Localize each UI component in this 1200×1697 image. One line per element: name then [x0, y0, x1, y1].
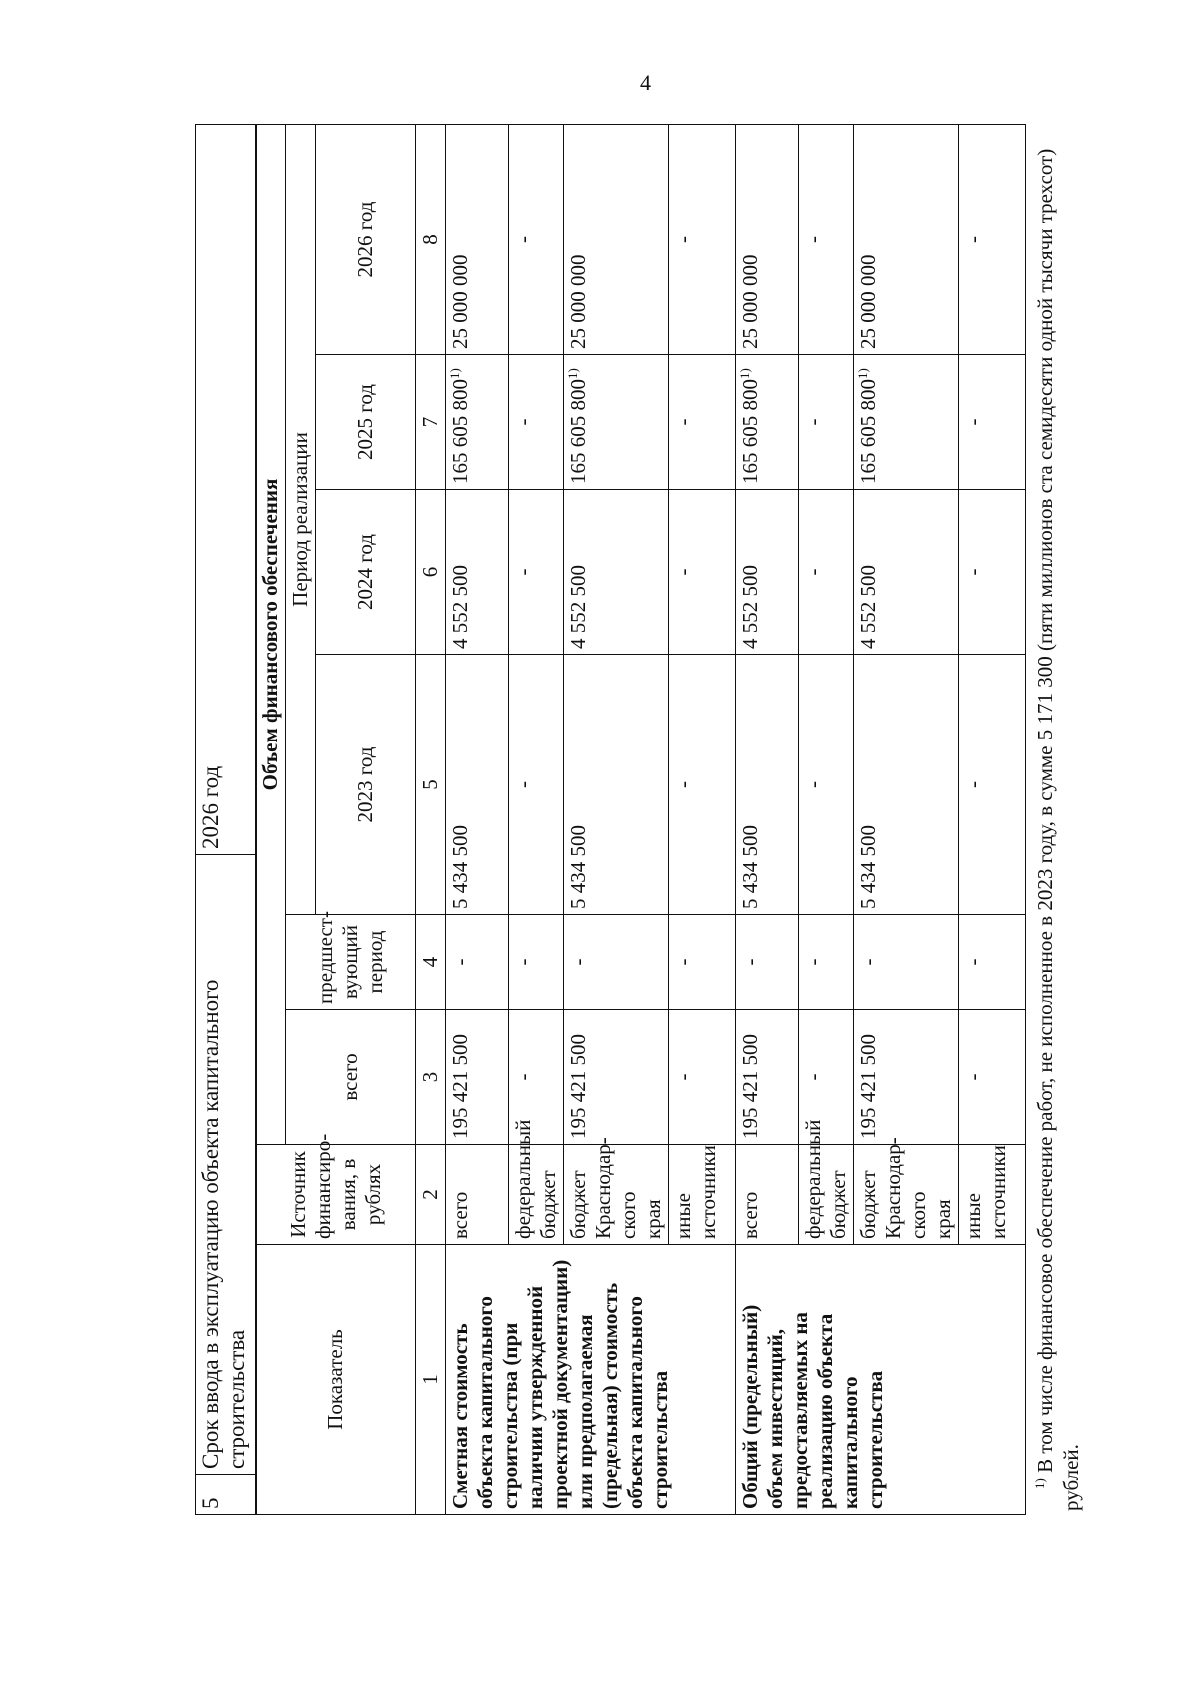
- total-cell: [446, 1010, 509, 1145]
- footnote-mark: 1): [1032, 1478, 1048, 1489]
- source-cell: иные источники: [959, 1145, 1026, 1245]
- footnote-ref: 1): [855, 368, 871, 379]
- header-year: 2026 год: [316, 125, 416, 355]
- cell-value: 4 552 500: [738, 565, 763, 649]
- year-2025-cell: [854, 355, 959, 490]
- source-cell: бюджет Краснодар-ского края: [564, 1145, 669, 1245]
- year-2026-cell: [669, 125, 736, 355]
- cell-value: -: [961, 1073, 986, 1081]
- cell-value: 5 434 500: [448, 825, 473, 909]
- year-2026-cell: [959, 125, 1026, 355]
- total-cell: [736, 1010, 799, 1145]
- year-2024-cell: [564, 490, 669, 655]
- total-cell: [959, 1010, 1026, 1145]
- year-2023-cell: [736, 655, 799, 915]
- cell-value: 25 000 000: [566, 254, 591, 349]
- cell-value: 195 421 500: [738, 1034, 763, 1139]
- cell-value: 165 605 800: [448, 379, 473, 484]
- table-row: [446, 125, 509, 1515]
- year-2024-cell: [959, 490, 1026, 655]
- year-2025-cell: [959, 355, 1026, 490]
- source-cell: федеральный бюджет: [799, 1145, 854, 1245]
- year-2023-cell: [446, 655, 509, 915]
- previous-period-cell: [799, 915, 854, 1010]
- cell-value: 4 552 500: [566, 565, 591, 649]
- header-previous: предшест-вующий период: [286, 915, 416, 1010]
- cell-value: 165 605 800: [566, 379, 591, 484]
- footnote-ref: 1): [447, 368, 463, 379]
- total-cell: [669, 1010, 736, 1145]
- source-cell: всего: [736, 1145, 799, 1245]
- column-number: 1: [416, 1245, 446, 1515]
- header-source: Источник финансиро-вания, в рублях: [256, 1145, 416, 1245]
- row-index: 5: [196, 1475, 257, 1515]
- header-year: 2025 год: [316, 355, 416, 490]
- cell-value: -: [961, 236, 986, 243]
- indicator-cell: Общий (предельный) объем инвестиций, предоставляемых на реализацию объекта капитального строительства: [736, 1245, 1026, 1515]
- table-row: [736, 125, 799, 1515]
- year-2024-cell: [669, 490, 736, 655]
- source-cell: иные источники: [669, 1145, 736, 1245]
- cell-value: -: [738, 958, 763, 966]
- cell-value: -: [671, 568, 696, 576]
- cell-value: -: [511, 236, 536, 243]
- cell-value: 195 421 500: [448, 1034, 473, 1139]
- column-number: 2: [416, 1145, 446, 1245]
- cell-value: -: [511, 1073, 536, 1081]
- previous-period-cell: [959, 915, 1026, 1010]
- commissioning-value: 2026 год: [196, 125, 257, 855]
- year-2024-cell: [509, 490, 564, 655]
- cell-value: 5 434 500: [856, 825, 881, 909]
- year-2026-cell: [854, 125, 959, 355]
- header-period: Период реализации: [286, 125, 316, 915]
- footnote: [1026, 125, 1084, 1515]
- header-indicator: Показатель: [256, 1245, 416, 1515]
- source-cell: всего: [446, 1145, 509, 1245]
- cell-value: -: [801, 568, 826, 576]
- footnote-ref: 1): [565, 368, 581, 379]
- rotated-document-content: [195, 125, 1084, 1515]
- source-cell: бюджет Краснодар-ского края: [854, 1145, 959, 1245]
- year-2025-cell: [669, 355, 736, 490]
- header-volume: Объем финансового обеспечения: [256, 125, 286, 1145]
- cell-value: -: [801, 958, 826, 966]
- year-2023-cell: [799, 655, 854, 915]
- cell-value: -: [961, 781, 986, 788]
- year-2026-cell: [509, 125, 564, 355]
- column-number: 5: [416, 655, 446, 915]
- commissioning-label: Срок ввода в эксплуатацию объекта капитального строительства: [196, 855, 257, 1475]
- cell-value: -: [961, 568, 986, 576]
- cell-value: -: [961, 958, 986, 966]
- header-year: 2023 год: [316, 655, 416, 915]
- year-2026-cell: [736, 125, 799, 355]
- year-2026-cell: [564, 125, 669, 355]
- cell-value: 165 605 800: [738, 379, 763, 484]
- previous-period-cell: [509, 915, 564, 1010]
- total-cell: [564, 1010, 669, 1145]
- column-numbers-row: [416, 125, 446, 1515]
- column-number: 7: [416, 355, 446, 490]
- cell-value: -: [801, 418, 826, 426]
- year-2023-cell: [509, 655, 564, 915]
- cell-value: -: [671, 1073, 696, 1081]
- previous-period-cell: [854, 915, 959, 1010]
- cell-value: 5 434 500: [566, 825, 591, 909]
- cell-value: 25 000 000: [856, 254, 881, 349]
- cell-value: 195 421 500: [856, 1034, 881, 1139]
- cell-value: -: [671, 781, 696, 788]
- header-year: 2024 год: [316, 490, 416, 655]
- cell-value: -: [448, 958, 473, 966]
- cell-value: 165 605 800: [856, 379, 881, 484]
- cell-value: -: [511, 568, 536, 576]
- year-2026-cell: [446, 125, 509, 355]
- cell-value: -: [801, 236, 826, 243]
- cell-value: 4 552 500: [448, 565, 473, 649]
- cell-value: -: [801, 781, 826, 788]
- indicator-cell: Сметная стоимость объекта капитального строительства (при наличии утвержденной проектной документации) или предполагаемая (предельная) стоимость объекта капитального строительства: [446, 1245, 736, 1515]
- header-row: [256, 125, 286, 1515]
- footnote-ref: 1): [737, 368, 753, 379]
- cell-value: 4 552 500: [856, 565, 881, 649]
- cell-value: -: [961, 418, 986, 426]
- previous-period-cell: [669, 915, 736, 1010]
- commissioning-date-row: [196, 125, 257, 1515]
- cell-value: -: [801, 1073, 826, 1081]
- year-2025-cell: [736, 355, 799, 490]
- previous-period-cell: [736, 915, 799, 1010]
- total-cell: [854, 1010, 959, 1145]
- column-number: 8: [416, 125, 446, 355]
- cell-value: -: [566, 958, 591, 966]
- column-number: 4: [416, 915, 446, 1010]
- year-2023-cell: [564, 655, 669, 915]
- cell-value: 25 000 000: [448, 254, 473, 349]
- cell-value: -: [856, 958, 881, 966]
- previous-period-cell: [446, 915, 509, 1010]
- year-2025-cell: [446, 355, 509, 490]
- column-number: 3: [416, 1010, 446, 1145]
- commissioning-date-table: [195, 124, 257, 1515]
- cell-value: -: [511, 958, 536, 966]
- year-2025-cell: [564, 355, 669, 490]
- year-2023-cell: [669, 655, 736, 915]
- source-cell: федеральный бюджет: [509, 1145, 564, 1245]
- cell-value: -: [671, 236, 696, 243]
- cell-value: -: [671, 958, 696, 966]
- cell-value: -: [511, 418, 536, 426]
- year-2025-cell: [799, 355, 854, 490]
- year-2024-cell: [736, 490, 799, 655]
- previous-period-cell: [564, 915, 669, 1010]
- year-2024-cell: [799, 490, 854, 655]
- page-number: 4: [640, 70, 651, 95]
- year-2024-cell: [446, 490, 509, 655]
- year-2025-cell: [509, 355, 564, 490]
- year-2023-cell: [854, 655, 959, 915]
- header-total: всего: [286, 1010, 416, 1145]
- financing-table: [255, 124, 1026, 1515]
- year-2023-cell: [959, 655, 1026, 915]
- cell-value: -: [671, 418, 696, 426]
- cell-value: 195 421 500: [566, 1034, 591, 1139]
- cell-value: 5 434 500: [738, 825, 763, 909]
- column-number: 6: [416, 490, 446, 655]
- cell-value: -: [511, 781, 536, 788]
- year-2026-cell: [799, 125, 854, 355]
- year-2024-cell: [854, 490, 959, 655]
- footnote-text: В том числе финансовое обеспечение работ, не исполненное в 2023 году, в сумме 5 171 300 (пяти миллионов ста семидесяти одной тысячи трехсот) рублей.: [1033, 148, 1084, 1511]
- cell-value: 25 000 000: [738, 254, 763, 349]
